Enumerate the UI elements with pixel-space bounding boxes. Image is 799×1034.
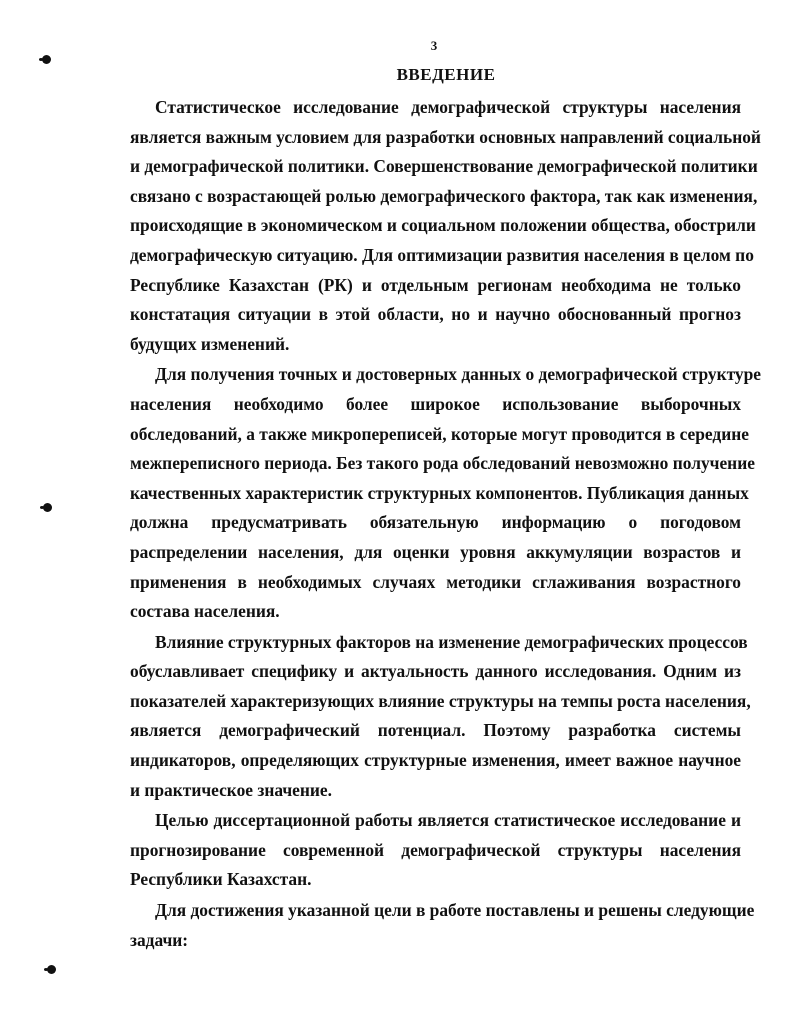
- text-line: должна предусматривать обязательную информацию о погодовом: [130, 512, 741, 533]
- text-line: и практическое значение.: [130, 779, 332, 800]
- text-line: происходящие в экономическом и социальном положении общества, обострили: [130, 215, 756, 236]
- text-line: Влияние структурных факторов на изменение демографических процессов: [155, 631, 748, 652]
- text-line: качественных характеристик структурных компонентов. Публикация данных: [130, 482, 749, 503]
- section-heading: ВВЕДЕНИЕ: [396, 65, 496, 84]
- binder-hole-mark-middle: [43, 503, 52, 512]
- body-text: [130, 93, 762, 955]
- text-line: показателей характеризующих влияние структуры на темпы роста населения,: [130, 690, 751, 711]
- text-line: будущих изменений.: [130, 333, 290, 354]
- paragraph-1: [130, 93, 761, 359]
- text-line: констатация ситуации в этой области, но и научно обоснованный прогноз: [130, 304, 741, 325]
- text-line: обуславливает специфику и актуальность данного исследования. Одним из: [130, 661, 741, 682]
- text-line: состава населения.: [130, 601, 280, 622]
- paragraph-4: [130, 806, 741, 895]
- paragraph-2: [130, 360, 762, 626]
- text-line: распределении населения, для оценки уровня аккумуляции возрастов и: [130, 541, 741, 562]
- text-line: обследований, а также микропереписей, которые могут проводится в середине: [130, 423, 749, 444]
- text-line: Для получения точных и достоверных данных о демографической структуре: [155, 364, 762, 385]
- text-line: индикаторов, определяющих структурные изменения, имеет важное научное: [130, 750, 741, 771]
- text-line: является важным условием для разработки основных направлений социальной: [130, 126, 761, 147]
- text-line: Для достижения указанной цели в работе поставлены и решены следующие: [155, 900, 755, 921]
- text-line: населения необходимо более широкое использование выборочных: [130, 393, 741, 414]
- text-line: межпереписного периода. Без такого рода обследований невозможно получение: [130, 453, 755, 474]
- text-line: демографическую ситуацию. Для оптимизации развития населения в целом по: [130, 244, 754, 265]
- text-line: является демографический потенциал. Поэтому разработка системы: [130, 720, 741, 741]
- text-line: Статистическое исследование демографической структуры населения: [155, 97, 741, 117]
- text-line: связано с возрастающей ролью демографического фактора, так как изменения,: [130, 185, 758, 206]
- text-line: Целью диссертационной работы является статистическое исследование и: [155, 810, 741, 831]
- text-line: и демографической политики. Совершенствование демографической политики: [130, 156, 758, 177]
- text-line: применения в необходимых случаях методики сглаживания возрастного: [130, 571, 741, 592]
- text-line: Республике Казахстан (РК) и отдельным регионам необходима не только: [130, 274, 741, 295]
- text-line: Республики Казахстан.: [130, 869, 312, 890]
- paragraph-5: [130, 896, 755, 955]
- page-number: 3: [430, 38, 438, 53]
- text-line: прогнозирование современной демографической структуры населения: [130, 839, 741, 860]
- text-line: задачи:: [130, 929, 189, 950]
- binder-hole-mark-top: [42, 55, 51, 64]
- paragraph-3: [130, 628, 751, 806]
- binder-hole-mark-bottom: [47, 965, 56, 974]
